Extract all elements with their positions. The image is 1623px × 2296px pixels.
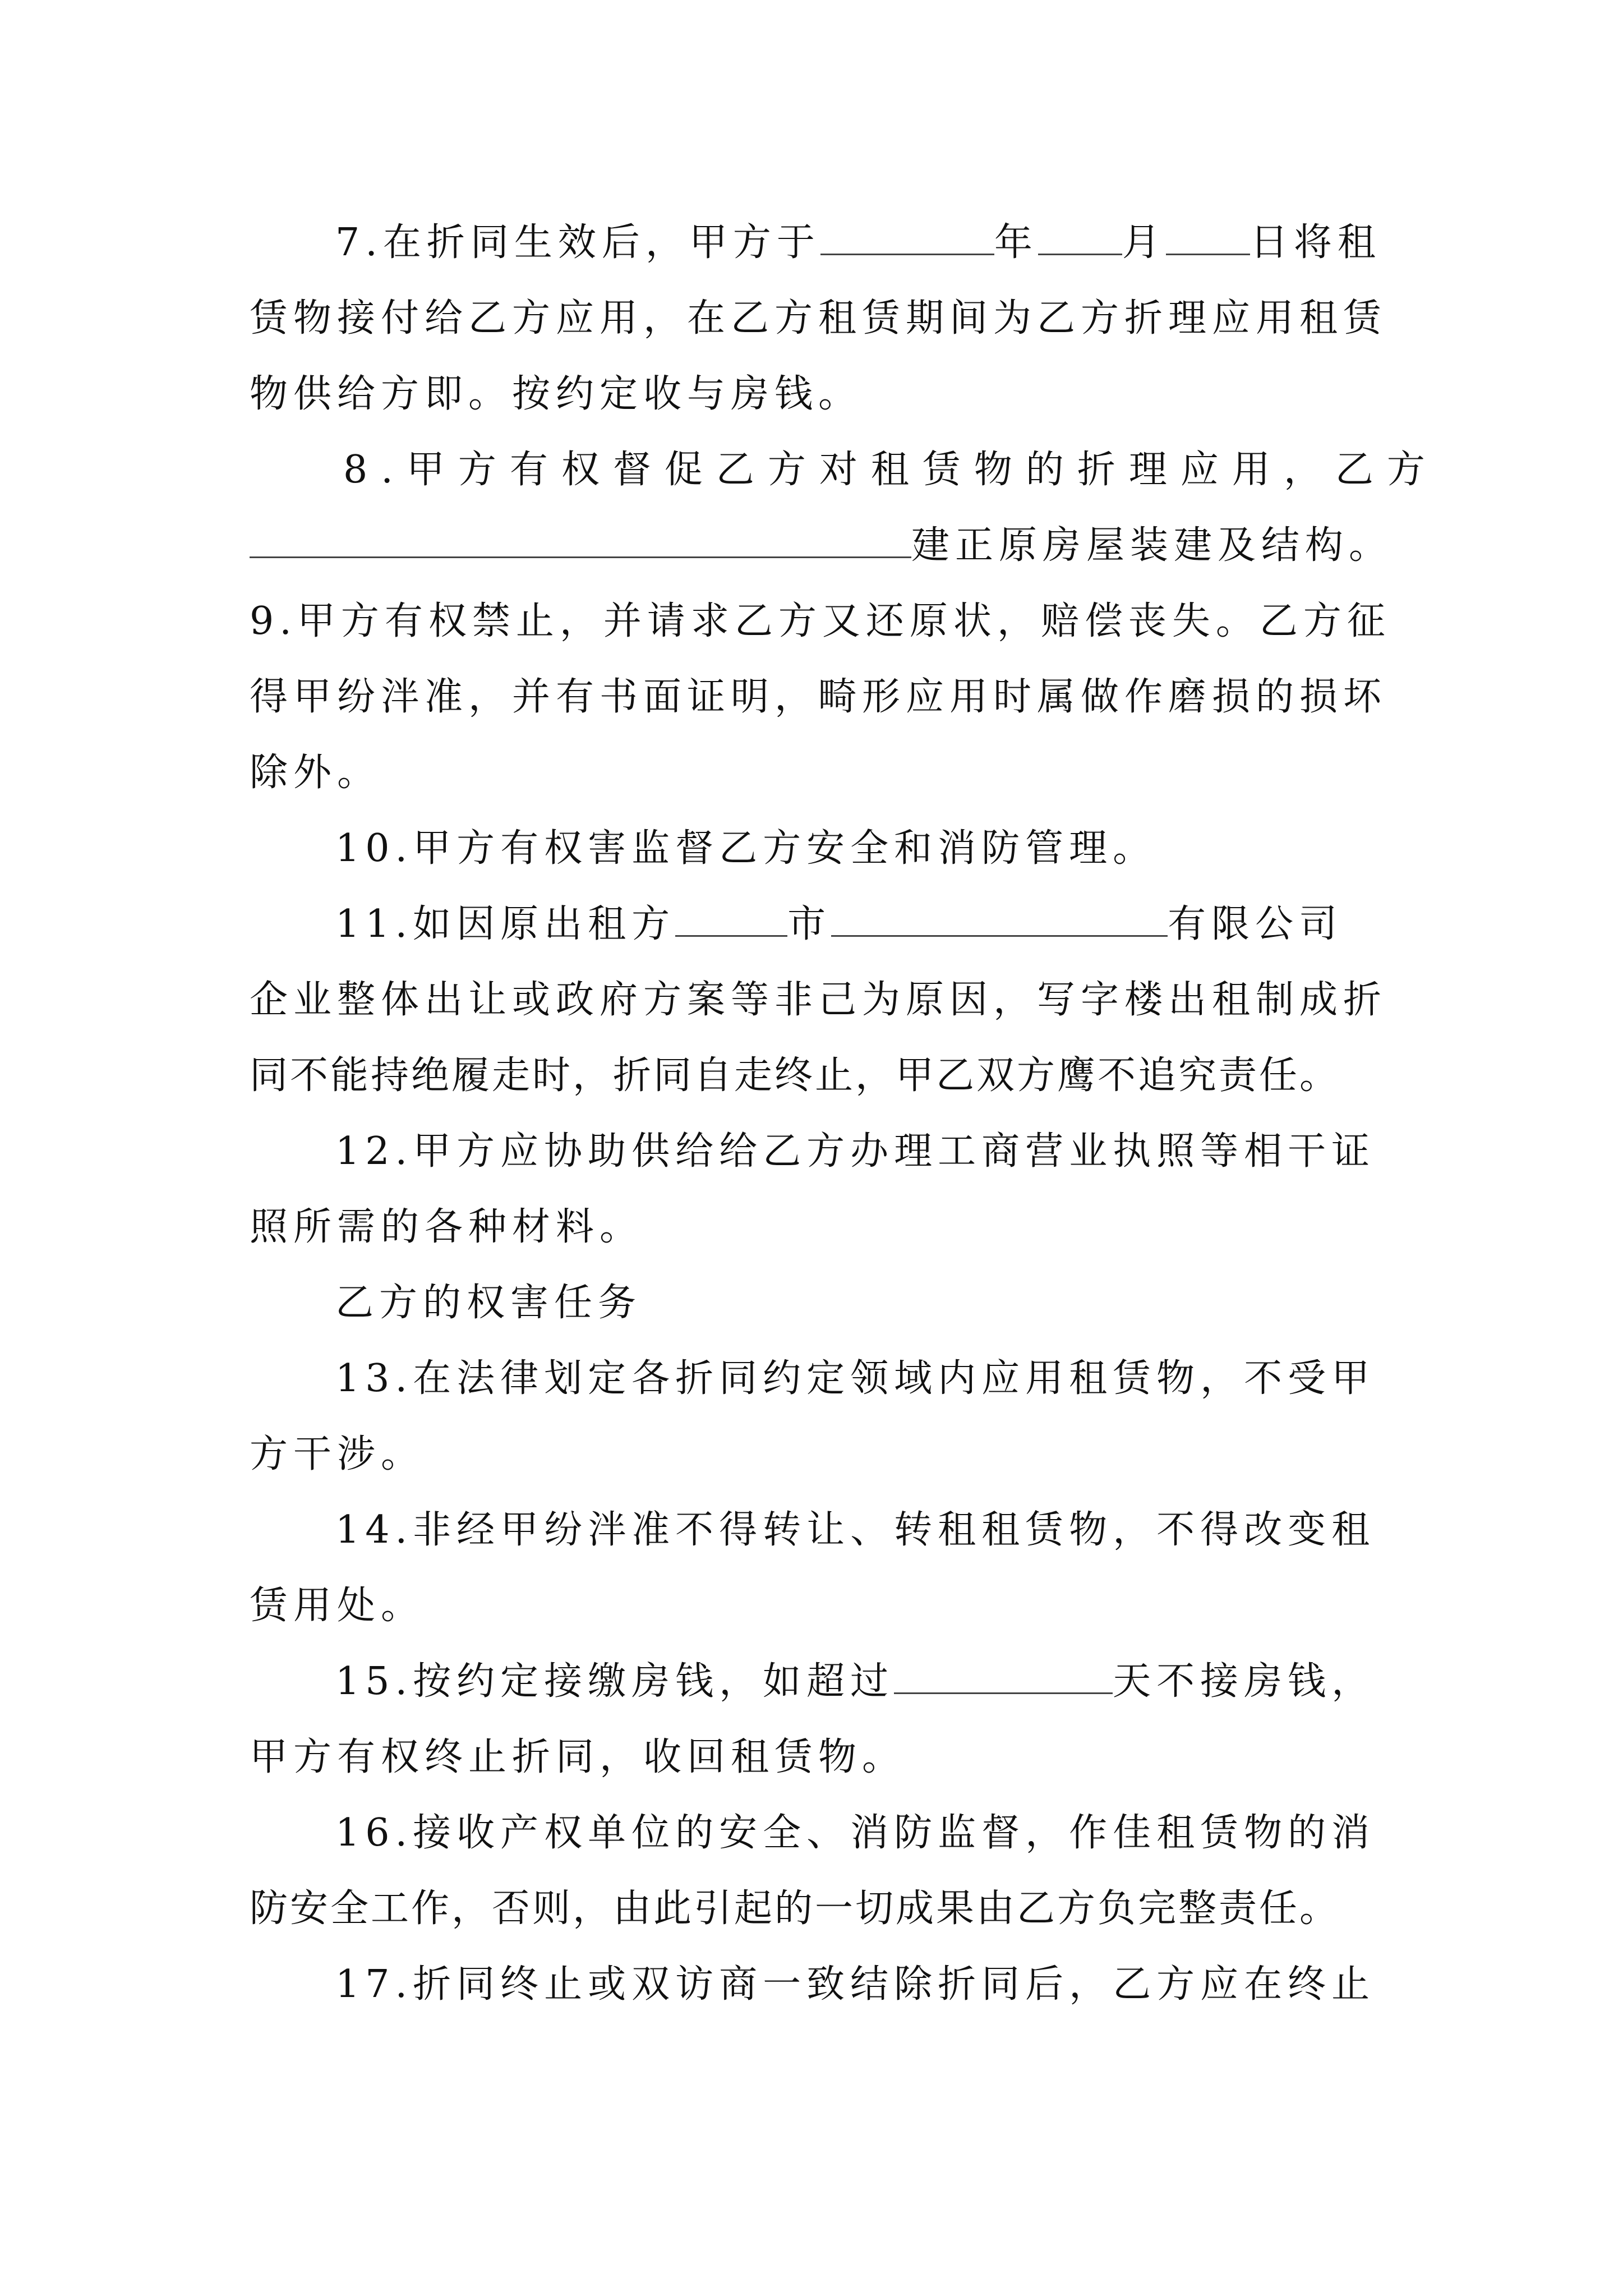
blank-company — [831, 901, 1168, 937]
clause-11-line-3: 同不能持绝履走时，折同自走终止，甲乙双方鹰不追究责任。 — [250, 1053, 1340, 1098]
blank-year — [820, 220, 994, 255]
clause-15-line-2: 甲方有权终止折同，收回租赁物。 — [250, 1735, 906, 1779]
blank-days — [894, 1659, 1113, 1694]
clause-9-line-2: 得甲纷泮准，并有书面证明，畸形应用时属做作磨损的损坏 — [250, 675, 1387, 719]
clause-text: 月 — [1122, 220, 1166, 265]
clause-text: 建正原房屋装建及结构。 — [911, 523, 1393, 568]
clause-text: 日将租 — [1249, 220, 1381, 265]
clause-text: 市 — [787, 902, 832, 946]
clause-7-line-2: 赁物接付给乙方应用，在乙方租赁期间为乙方折理应用租赁 — [250, 296, 1387, 341]
clause-13-line-1: 13.在法律划定各折同约定领域内应用租赁物，不受甲 — [335, 1356, 1376, 1401]
blank-day — [1166, 220, 1250, 255]
clause-text: 天不接房钱， — [1113, 1659, 1376, 1704]
blank-month — [1038, 220, 1122, 255]
clause-12-line-1: 12.甲方应协助供给给乙方办理工商营业执照等相干证 — [335, 1129, 1376, 1174]
clause-7-line-3: 物供给方即。按约定收与房钱。 — [250, 372, 863, 416]
clause-17-line-1: 17.折同终止或双访商一致结除折同后，乙方应在终止 — [335, 1962, 1376, 2007]
clause-7-line-1 — [335, 215, 1381, 271]
blank-line — [250, 523, 911, 558]
clause-text: 15.按约定接缴房钱，如超过 — [335, 1659, 895, 1704]
clause-14-line-1: 14.非经甲纷泮准不得转让、转租租赁物，不得改变租 — [335, 1508, 1376, 1552]
clause-10-line-1: 10.甲方有权害监督乙方安全和消防管理。 — [335, 826, 1157, 871]
clause-text: 年 — [994, 220, 1038, 265]
clause-12-line-2: 照所需的各种材料。 — [250, 1205, 644, 1249]
clause-text: 11.如因原出租方 — [335, 902, 676, 946]
section-heading: 乙方的权害任务 — [335, 1281, 642, 1325]
clause-9-line-3: 除外。 — [250, 751, 381, 795]
clause-11-line-1 — [335, 896, 1343, 953]
clause-text: 7.在折同生效后，甲方于 — [335, 220, 820, 265]
clause-11-line-2: 企业整体出让或政府方案等非己为原因，写字楼出租制成折 — [250, 978, 1387, 1022]
clause-14-line-2: 赁用处。 — [250, 1584, 425, 1628]
clause-9-line-1: 9.甲方有权禁止，并请求乙方又还原状，赔偿丧失。乙方征 — [250, 599, 1391, 643]
clause-16-line-1: 16.接收产权单位的安全、消防监督，作佳租赁物的消 — [335, 1811, 1376, 1855]
clause-13-line-2: 方干涉。 — [250, 1432, 425, 1476]
clause-text: 有限公司 — [1168, 902, 1343, 946]
clause-16-line-2: 防安全工作，否则，由此引起的一切成果由乙方负完整责任。 — [250, 1887, 1340, 1931]
clause-8-line-2 — [250, 518, 1393, 574]
clause-8-line-1: 8.甲方有权督促乙方对租赁物的折理应用，乙方 — [343, 448, 1438, 492]
clause-15-line-1 — [335, 1654, 1375, 1710]
blank-city — [675, 901, 787, 937]
